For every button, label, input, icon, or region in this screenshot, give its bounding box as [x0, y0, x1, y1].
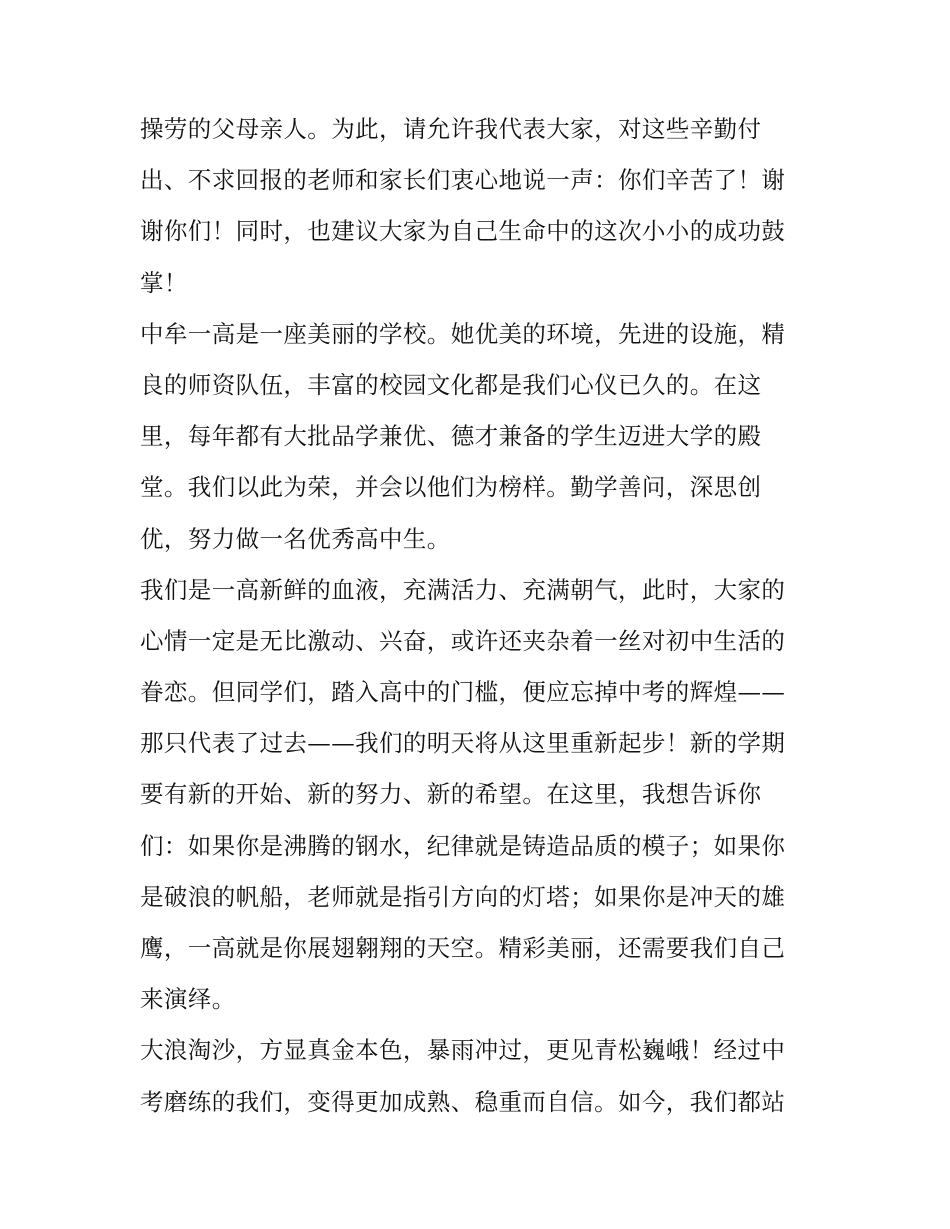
text-line: 心情一定是无比激动、兴奋，或许还夹杂着一丝对初中生活的: [140, 626, 786, 655]
text-line: 良的师资队伍，丰富的校园文化都是我们心仪已久的。在这: [140, 370, 762, 399]
text-line: 里，每年都有大批品学兼优、德才兼备的学生迈进大学的殿: [140, 422, 762, 451]
text-line: 眷恋。但同学们，踏入高中的门槛，便应忘掉中考的辉煌——: [140, 678, 786, 707]
text-line: 鹰，一高就是你展翅翱翔的天空。精彩美丽，还需要我们自己: [140, 934, 786, 962]
text-line: 们：如果你是沸腾的钢水，纪律就是铸造品质的模子；如果你: [140, 831, 786, 860]
text-line: 大浪淘沙，方显真金本色，暴雨冲过，更见青松巍峨！经过中: [140, 1036, 786, 1065]
text-line: 操劳的父母亲人。为此，请允许我代表大家，对这些辛勤付: [140, 115, 762, 143]
text-line: 优，努力做一名优秀高中生。: [140, 524, 451, 553]
text-line: 中牟一高是一座美丽的学校。她优美的环境，先进的设施，精: [140, 319, 786, 348]
text-line: 那只代表了过去——我们的明天将从这里重新起步！新的学期: [140, 729, 786, 758]
text-line: 来演绎。: [140, 985, 236, 1014]
text-line: 考磨练的我们，变得更加成熟、稳重而自信。如今，我们都站: [140, 1087, 786, 1116]
text-line: 谢你们！同时，也建议大家为自己生命中的这次小小的成功鼓: [140, 217, 786, 246]
text-line: 是破浪的帆船，老师就是指引方向的灯塔；如果你是冲天的雄: [140, 882, 786, 911]
text-line: 堂。我们以此为荣，并会以他们为榜样。勤学善问，深思创: [140, 473, 762, 502]
text-line: 出、不求回报的老师和家长们衷心地说一声：你们辛苦了！谢: [140, 166, 786, 195]
document-body: [140, 104, 820, 1128]
text-line: 我们是一高新鲜的血液，充满活力、充满朝气，此时，大家的: [140, 575, 786, 604]
text-line: 要有新的开始、新的努力、新的希望。在这里，我想告诉你: [140, 780, 762, 809]
text-line: 掌！: [140, 268, 188, 297]
